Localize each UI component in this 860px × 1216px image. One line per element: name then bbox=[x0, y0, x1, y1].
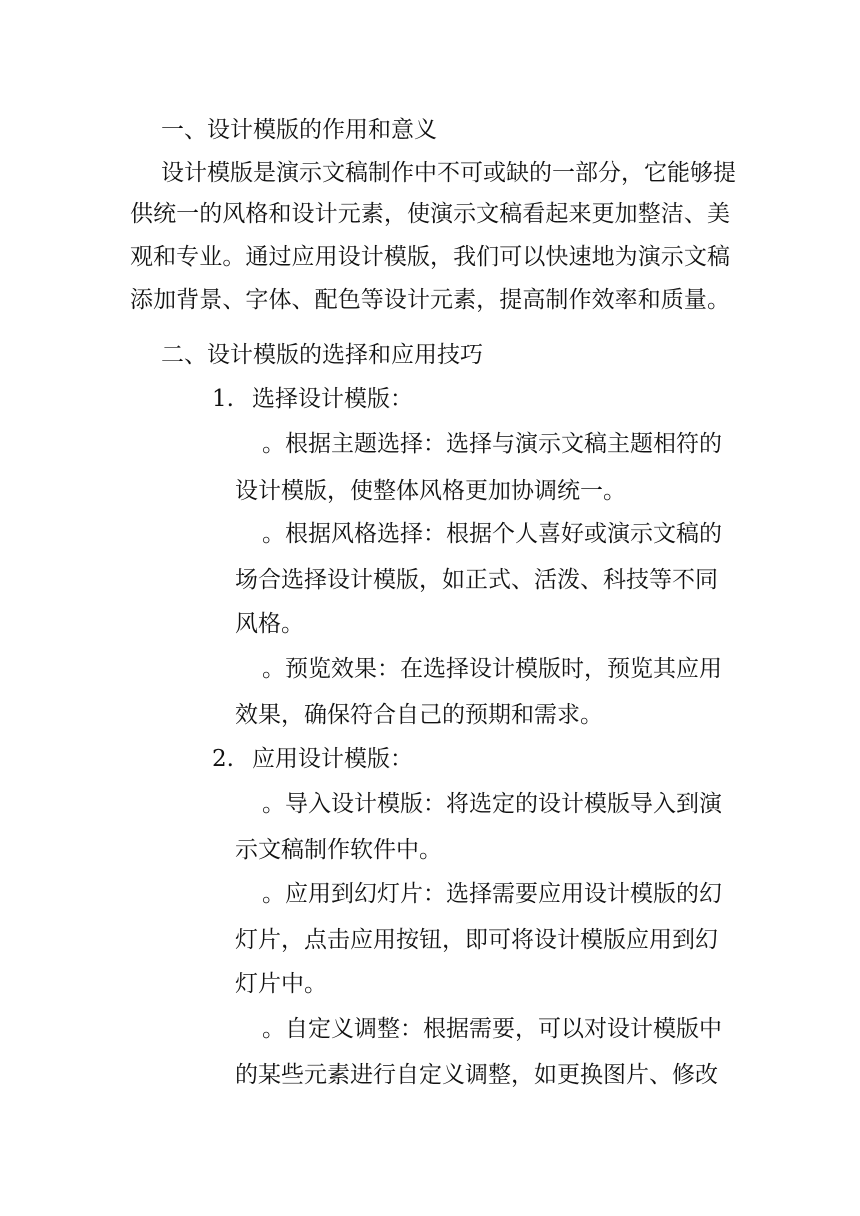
bullet-1-3-line-2: 效果，确保符合自己的预期和需求。 bbox=[235, 702, 603, 728]
bullet-2-2-line-1: 。应用到幻灯片：选择需要应用设计模版的幻 bbox=[262, 881, 722, 907]
bullet-2-1-line-1: 。导入设计模版：将选定的设计模版导入到演 bbox=[262, 791, 722, 817]
section-1-heading: 一、设计模版的作用和意义 bbox=[161, 117, 437, 143]
bullet-2-3-line-1: 。自定义调整：根据需要，可以对设计模版中 bbox=[262, 1016, 722, 1042]
section-1-body-line-4: 添 加 背 景 、 字 体 、 配 色 等 设 计 元 素 ， 提 高 制 作 效 率 和 质 量 。 bbox=[130, 287, 730, 313]
bullet-1-2-line-3: 风格。 bbox=[235, 611, 304, 637]
section-1-body-line-1: 设 计 模 版 是 演 示 文 稿 制 作 中 不 可 或 缺 的 一 部 分 ， 它 能 够 提 bbox=[161, 160, 736, 186]
list-item-1-number: 1. bbox=[212, 386, 234, 412]
bullet-1-2-line-1: 。根据风格选择：根据个人喜好或演示文稿的 bbox=[262, 521, 722, 547]
bullet-1-3-line-1: 。预览效果：在选择设计模版时，预览其应用 bbox=[262, 656, 722, 682]
bullet-2-1-line-2: 示文稿制作软件中。 bbox=[235, 837, 442, 863]
list-item-2-number: 2. bbox=[212, 746, 234, 772]
section-1-body-line-3: 观 和 专 业 。 通 过 应 用 设 计 模 版 ， 我 们 可 以 快 速 地 为 演 示 文 稿 bbox=[130, 244, 730, 270]
list-item-2-title: 应用设计模版： bbox=[252, 746, 413, 772]
section-2-heading: 二、设计模版的选择和应用技巧 bbox=[161, 342, 483, 368]
section-1-body-line-2: 供 统 一 的 风 格 和 设 计 元 素 ， 使 演 示 文 稿 看 起 来 更 加 整 洁 、 美 bbox=[130, 201, 730, 227]
bullet-1-1-line-2: 设计模版，使整体风格更加协调统一。 bbox=[235, 478, 626, 504]
bullet-2-2-line-2: 灯片，点击应用按钮，即可将设计模版应用到幻 bbox=[235, 927, 718, 953]
bullet-1-2-line-2: 场合选择设计模版，如正式、活泼、科技等不同 bbox=[235, 567, 718, 593]
bullet-2-2-line-3: 灯片中。 bbox=[235, 971, 327, 997]
list-item-1-title: 选择设计模版： bbox=[252, 386, 413, 412]
bullet-2-3-line-2: 的某些元素进行自定义调整，如更换图片、修改 bbox=[235, 1062, 718, 1088]
bullet-1-1-line-1: 。根据主题选择：选择与演示文稿主题相符的 bbox=[262, 431, 722, 457]
